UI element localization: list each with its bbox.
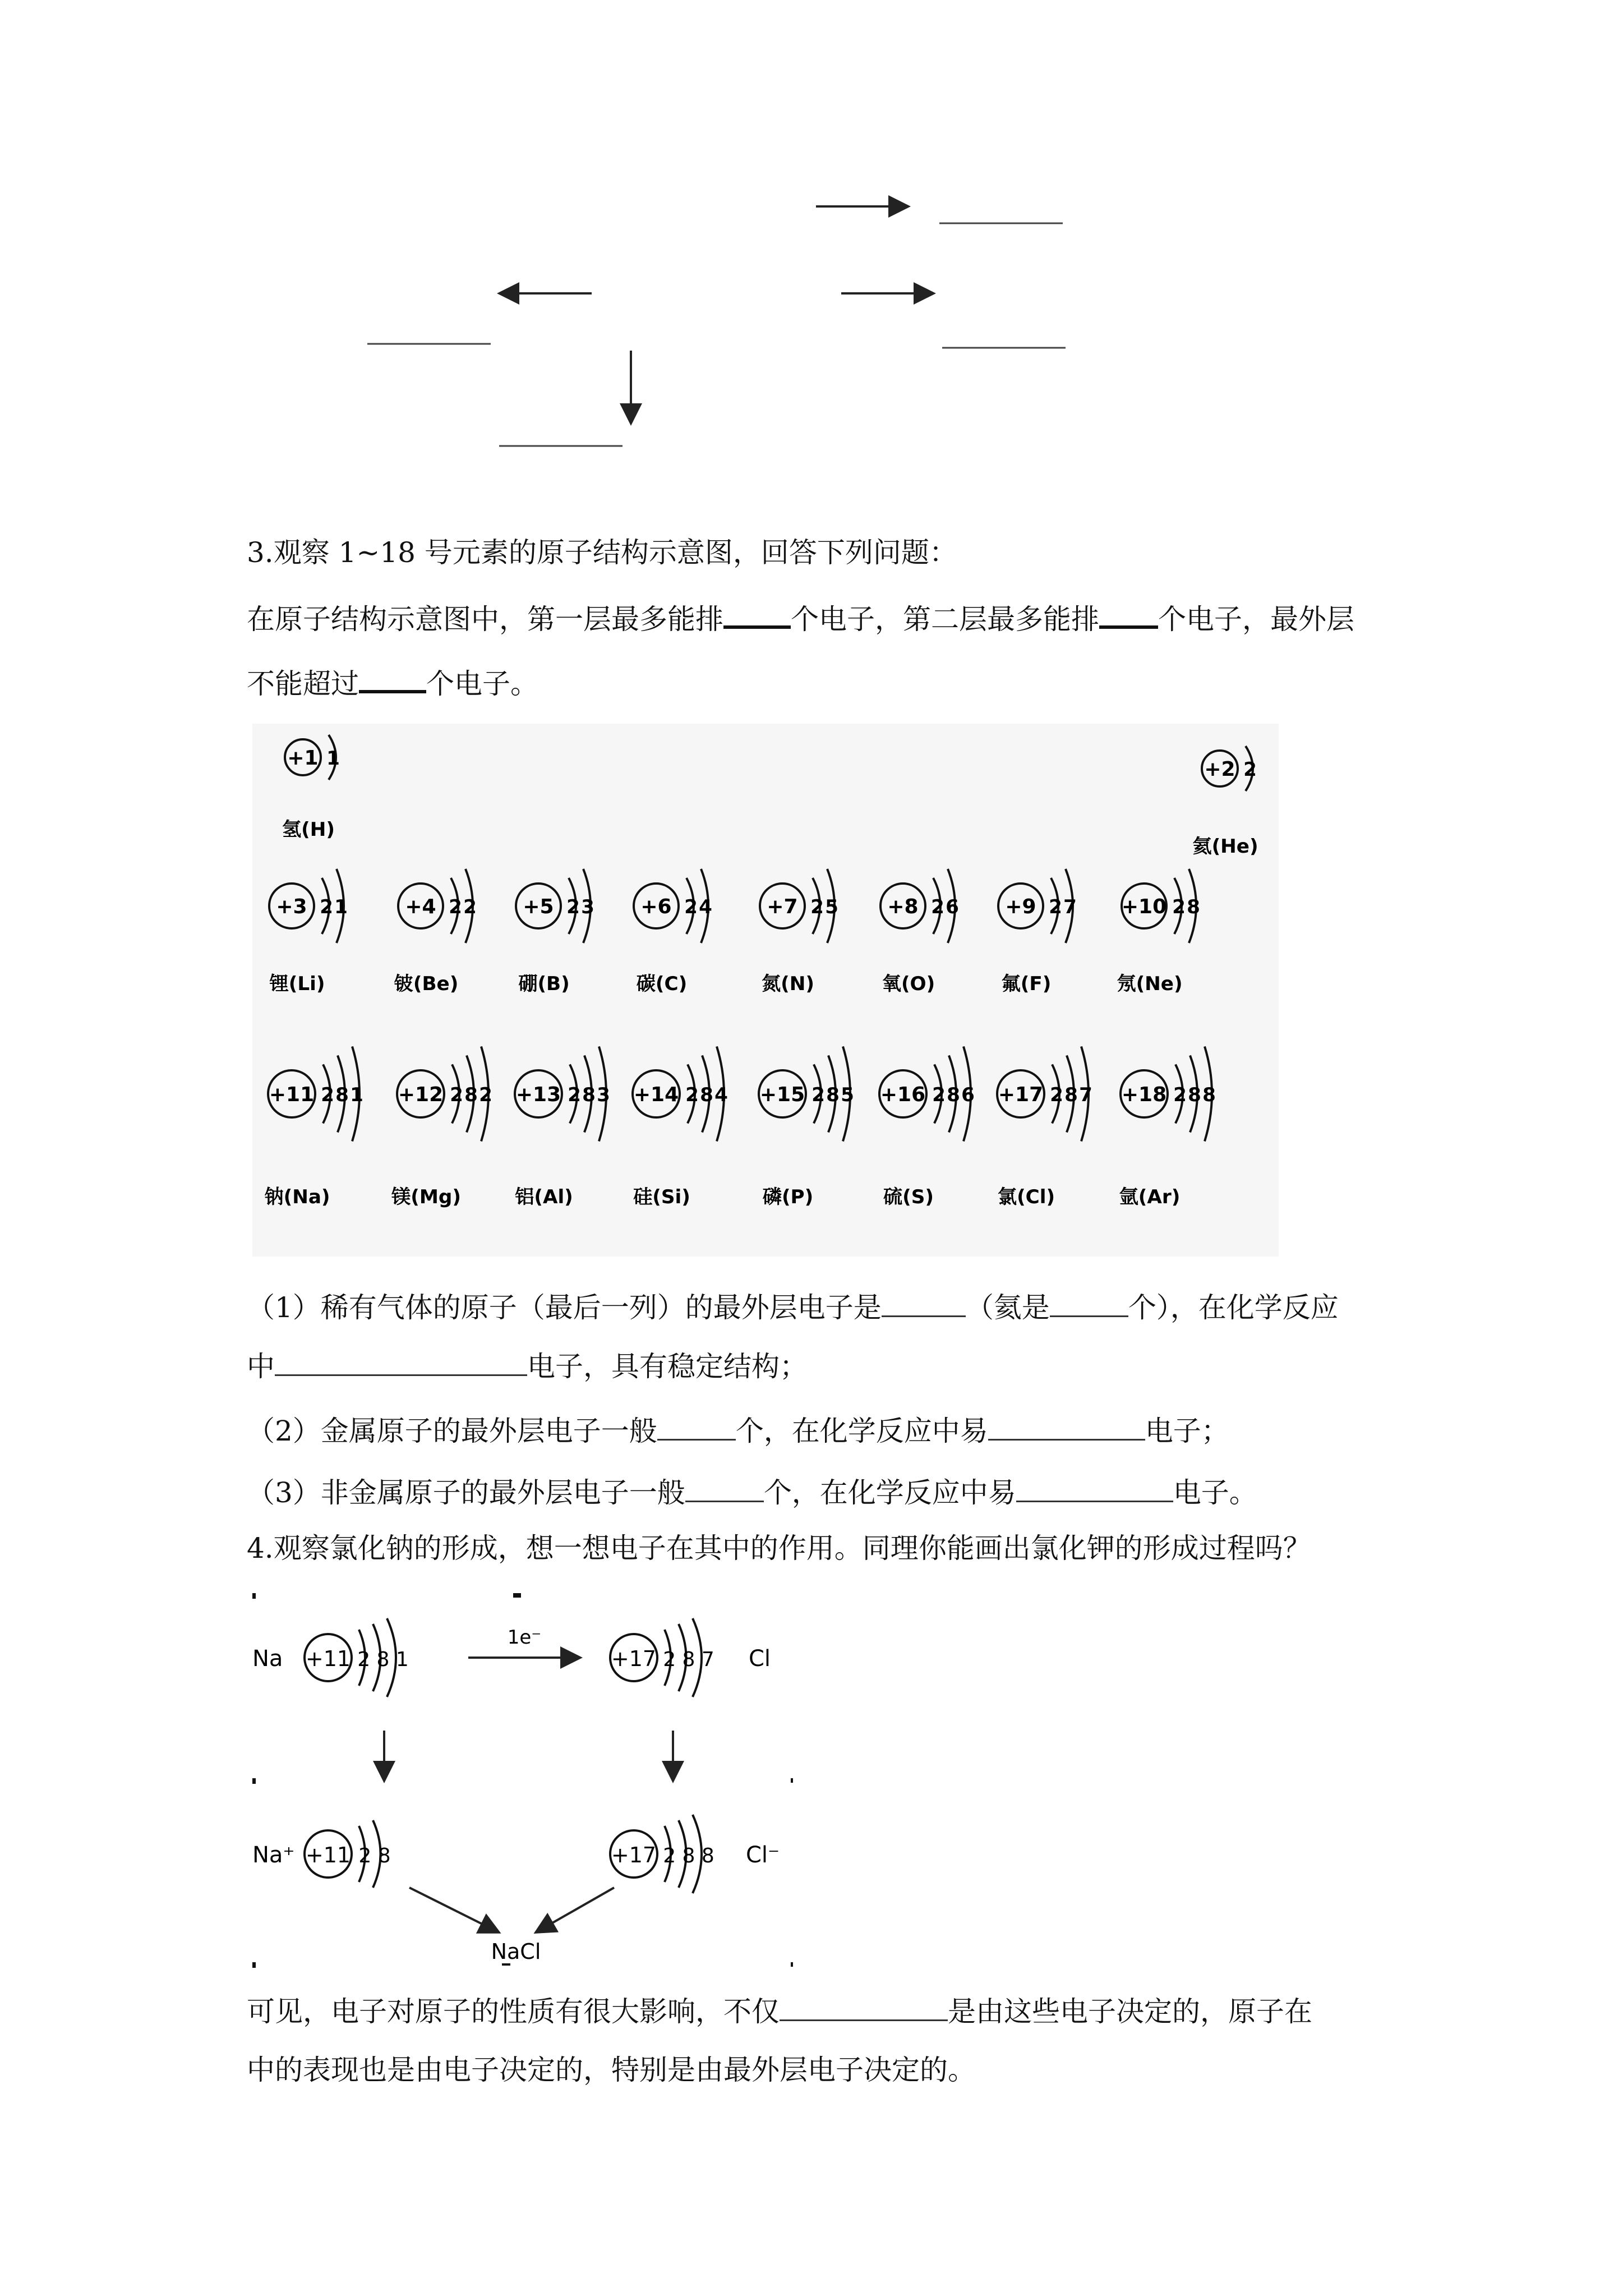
blank-noble-outer[interactable] — [882, 1293, 966, 1317]
element-name: 铍(Be) — [394, 973, 459, 995]
atom-nucleus: +17 — [998, 1083, 1044, 1106]
nacl-formation-diagram — [247, 1588, 808, 1975]
element-name: 钠(Na) — [264, 1186, 330, 1208]
clion-label: Cl⁻ — [746, 1842, 780, 1868]
atom-shell-count: 1 — [326, 747, 340, 770]
element-name: 氮(N) — [761, 973, 815, 995]
element-name: 氟(F) — [1001, 973, 1052, 995]
atom-shell-count: 3 — [581, 895, 594, 918]
atom-shell-count: 1 — [334, 895, 348, 918]
atom-shell-count: 2 — [321, 1083, 334, 1106]
element-name: 氯(Cl) — [997, 1186, 1055, 1208]
atom-shell-count: 5 — [841, 1083, 854, 1106]
naion-label: Na⁺ — [252, 1842, 295, 1868]
atom-shell-count: 6 — [961, 1083, 975, 1106]
atom-shell-count: 2 — [1049, 895, 1062, 918]
atom-nucleus: +7 — [767, 895, 798, 918]
atom-shell-count: 2 — [479, 1083, 492, 1106]
blank-first-shell[interactable] — [723, 603, 791, 629]
atom-shell-count: 4 — [699, 895, 712, 918]
atom-shell-count: 8 — [1202, 1083, 1216, 1106]
element-name: 硫(S) — [883, 1186, 934, 1208]
naion-shells: 2 8 — [358, 1844, 391, 1867]
atom-shell-count: 8 — [1188, 1083, 1201, 1106]
transfer-label: 1e⁻ — [507, 1626, 542, 1649]
clion-nucleus: +17 — [611, 1843, 657, 1867]
blank-metal-behavior[interactable] — [988, 1416, 1145, 1441]
atom-shell-count: 4 — [714, 1083, 728, 1106]
atom-shell-count: 2 — [463, 895, 477, 918]
blank-nonmetal-behavior[interactable] — [1016, 1478, 1173, 1502]
atom-nucleus: +18 — [1121, 1083, 1167, 1106]
atom-shell-count: 2 — [568, 1083, 581, 1106]
q3-sub3 — [247, 1478, 1257, 1507]
corner-tick — [252, 1778, 256, 1784]
sub2-a: （2）金属原子的最外层电子一般 — [247, 1415, 657, 1447]
atom-shell-count: 6 — [946, 895, 959, 918]
atom-nucleus: +2 — [1204, 757, 1235, 781]
blank-conclusion[interactable] — [780, 1997, 948, 2021]
atom-shell-count: 2 — [1050, 1083, 1063, 1106]
atom-shell-count: 8 — [1187, 895, 1200, 918]
element-name: 硅(Si) — [633, 1186, 690, 1208]
atom-shell-count: 2 — [450, 1083, 463, 1106]
na-label: Na — [252, 1646, 283, 1672]
q3-line1-a: 在原子结构示意图中，第一层最多能排 — [247, 603, 723, 636]
conclusion-line1 — [247, 1997, 1312, 2026]
concl-b: 是由这些电子决定的，原子在 — [948, 1995, 1312, 2028]
atom-nucleus: +3 — [276, 895, 307, 918]
product-label: NaCl — [491, 1939, 541, 1964]
element-name: 磷(P) — [762, 1186, 814, 1208]
atom-shell-count: 8 — [700, 1083, 713, 1106]
blank-second-shell[interactable] — [1099, 603, 1158, 629]
element-name: 镁(Mg) — [391, 1186, 461, 1208]
element-name: 氢(H) — [282, 818, 335, 841]
element-name: 氖(Ne) — [1117, 973, 1183, 995]
atom-shell-count: 5 — [825, 895, 838, 918]
q3-line1-b: 个电子，第二层最多能排 — [791, 603, 1099, 636]
q3-line1-c: 个电子，最外层 — [1158, 603, 1354, 636]
corner-tick — [252, 1962, 256, 1968]
atom-shell-count: 7 — [1063, 895, 1077, 918]
corner-tick — [252, 1593, 256, 1599]
sub2-b: 个，在化学反应中易 — [735, 1415, 988, 1447]
atom-nucleus: +12 — [398, 1083, 444, 1106]
sub1-e: 电子，具有稳定结构； — [527, 1350, 808, 1383]
atom-nucleus: +15 — [759, 1083, 805, 1106]
corner-tick — [791, 1962, 793, 1967]
na-shells: 2 8 1 — [357, 1648, 409, 1671]
atom-shell-count: 1 — [350, 1083, 363, 1106]
atom-shell-count: 2 — [931, 895, 944, 918]
na-nucleus: +11 — [305, 1646, 351, 1671]
top-arrow-diagram — [336, 185, 1094, 454]
corner-tick — [513, 1593, 521, 1598]
corner-tick — [791, 1778, 793, 1783]
q3-line2-b: 个电子。 — [426, 668, 538, 700]
sub3-c: 电子。 — [1173, 1476, 1257, 1509]
atom-shell-count: 8 — [582, 1083, 596, 1106]
atom-nucleus: +1 — [287, 746, 319, 770]
atom-shell-count: 2 — [449, 895, 462, 918]
cl-label: Cl — [749, 1646, 771, 1672]
naion-nucleus: +11 — [305, 1843, 351, 1867]
conclusion-line2: 中的表现也是由电子决定的，特别是由最外层电子决定的。 — [247, 2054, 976, 2086]
blank-helium[interactable] — [1050, 1293, 1128, 1317]
atomic-structure-figure — [252, 724, 1279, 1257]
blank-noble-behavior[interactable] — [275, 1352, 527, 1376]
atom-nucleus: +16 — [880, 1083, 926, 1106]
sub1-c: 个），在化学反应 — [1128, 1291, 1339, 1324]
sub3-a: （3）非金属原子的最外层电子一般 — [247, 1476, 685, 1509]
q3-heading: 3.观察 1~18 号元素的原子结构示意图，回答下列问题： — [247, 536, 957, 569]
cl-to-nacl-arrow — [536, 1888, 614, 1932]
q4-heading: 4.观察氯化钠的形成，想一想电子在其中的作用。同理你能画出氯化钾的形成过程吗？ — [247, 1532, 1311, 1565]
atom-shell-count: 8 — [1064, 1083, 1078, 1106]
blank-metal-count[interactable] — [657, 1416, 736, 1441]
atom-shell-count: 8 — [826, 1083, 840, 1106]
element-name: 氩(Ar) — [1119, 1186, 1181, 1208]
element-name: 锂(Li) — [269, 973, 325, 995]
atom-nucleus: +14 — [633, 1083, 679, 1106]
atom-shell-count: 8 — [464, 1083, 478, 1106]
sub3-b: 个，在化学反应中易 — [763, 1476, 1016, 1509]
q3-line2-a: 不能超过 — [247, 668, 359, 700]
clion-shells: 2 8 8 — [663, 1844, 714, 1867]
sub2-c: 电子； — [1145, 1415, 1229, 1447]
na-to-nacl-arrow — [409, 1888, 499, 1932]
atom-nucleus: +10 — [1121, 895, 1167, 918]
element-name: 硼(B) — [518, 973, 570, 995]
q3-sub2 — [247, 1416, 1229, 1445]
atom-shell-count: 2 — [566, 895, 580, 918]
sub1-a: （1）稀有气体的原子（最后一列）的最外层电子是 — [247, 1291, 882, 1324]
atom-nucleus: +5 — [523, 895, 554, 918]
atom-shell-count: 2 — [320, 895, 333, 918]
q3-sub1-line2 — [247, 1352, 808, 1381]
q3-sub1-line1 — [247, 1293, 1339, 1322]
concl-a: 可见，电子对原子的性质有很大影响，不仅 — [247, 1995, 780, 2028]
cl-shells: 2 8 7 — [663, 1648, 714, 1671]
atom-shell-count: 2 — [932, 1083, 946, 1106]
atom-nucleus: +13 — [515, 1083, 561, 1106]
atom-nucleus: +9 — [1005, 895, 1036, 918]
sub1-b: （氦是 — [965, 1291, 1050, 1324]
blank-outer-shell[interactable] — [359, 668, 426, 693]
atom-nucleus: +6 — [640, 895, 672, 918]
cl-nucleus: +17 — [611, 1646, 657, 1671]
atom-shell-count: 8 — [947, 1083, 960, 1106]
sub1-d: 中 — [247, 1350, 275, 1383]
atom-shell-count: 3 — [597, 1083, 610, 1106]
atom-shell-count: 2 — [810, 895, 824, 918]
atom-shell-count: 8 — [335, 1083, 349, 1106]
atom-shell-count: 2 — [685, 1083, 699, 1106]
atom-shell-count: 2 — [1243, 758, 1257, 781]
atom-shell-count: 7 — [1079, 1083, 1092, 1106]
atom-nucleus: +4 — [405, 895, 436, 918]
atom-shell-count: 2 — [684, 895, 698, 918]
atom-nucleus: +11 — [269, 1083, 315, 1106]
atom-nucleus: +8 — [887, 895, 919, 918]
atom-shell-count: 2 — [1173, 1083, 1187, 1106]
atom-shell-count: 2 — [811, 1083, 825, 1106]
element-name: 铝(Al) — [515, 1186, 573, 1208]
atom-shell-count: 2 — [1172, 895, 1186, 918]
element-name: 氦(He) — [1192, 835, 1258, 858]
element-name: 氧(O) — [882, 973, 935, 995]
blank-nonmetal-count[interactable] — [685, 1478, 764, 1502]
q3-line1 — [247, 603, 1354, 636]
element-name: 碳(C) — [636, 973, 688, 995]
q3-line2 — [247, 668, 538, 698]
